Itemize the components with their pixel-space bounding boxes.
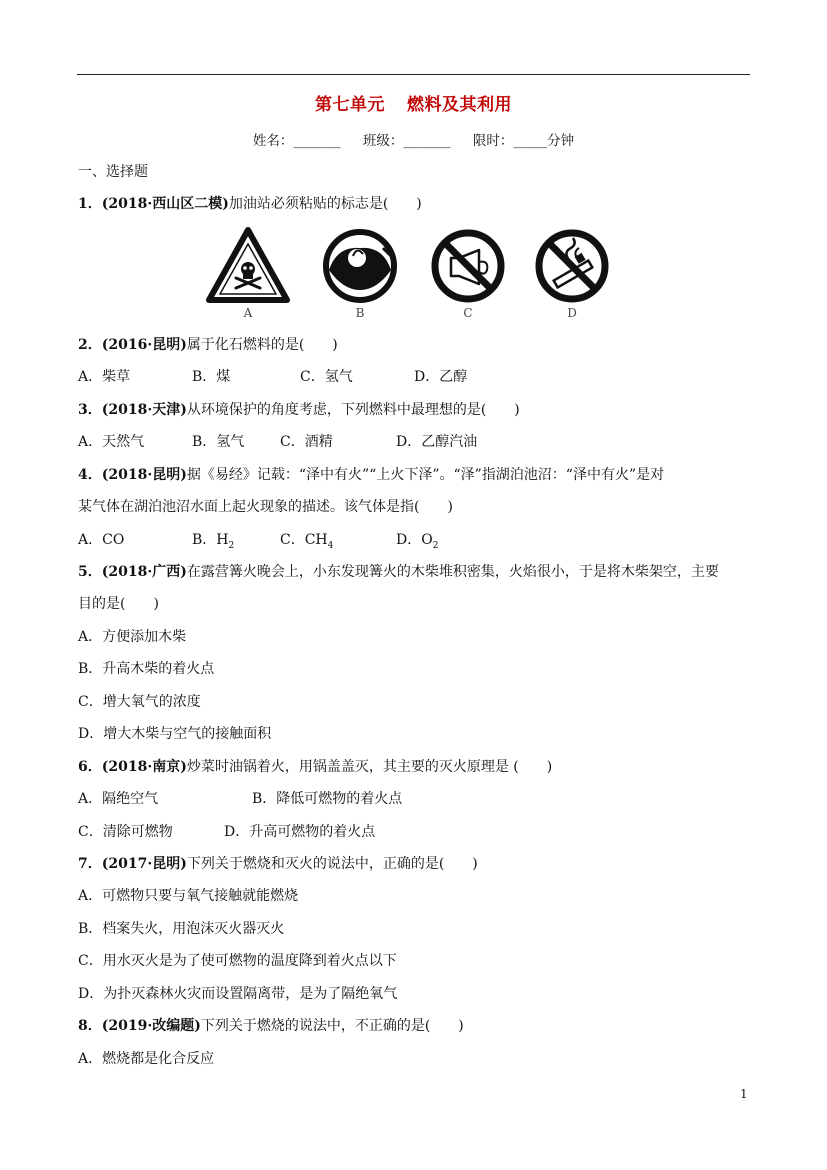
option-d: D．为扑灭森林火灾而设置隔离带，是为了隔绝氧气 (78, 986, 398, 1002)
question-5-cont: 目的是( ) (78, 596, 159, 612)
q6-options-ab (78, 789, 402, 809)
no-smoking-icon (529, 226, 615, 304)
question-text: 炒菜时油锅着火，用锅盖盖灭，其主要的灭火原理是 ( ) (186, 759, 553, 775)
option-b (192, 530, 280, 556)
question-text: 下列关于燃烧的说法中，不正确的是( ) (200, 1018, 464, 1034)
option-a: A．燃烧都是化合反应 (78, 1051, 215, 1067)
q6-options-cd (78, 822, 375, 842)
option-b-text: B．H (192, 532, 229, 548)
figure-label: B (355, 306, 365, 320)
q4-options (78, 530, 438, 556)
section-heading: 一、选择题 (78, 164, 148, 180)
option-c (280, 530, 396, 556)
option-c-sub: 4 (327, 540, 334, 551)
name-field: 姓名：_______ (252, 133, 341, 149)
student-info (0, 129, 827, 149)
question-source: (2018·西山区二模) (101, 196, 229, 212)
option-d-text: D．O (396, 532, 433, 548)
class-field: 班级：_______ (362, 133, 451, 149)
option-a: A．天然气 (78, 434, 145, 450)
option-c-text: C．CH (280, 532, 328, 548)
question-number: 7． (78, 856, 102, 872)
option-d-sub: 2 (432, 540, 439, 551)
option-b-sub: 2 (228, 540, 235, 551)
option-c: C．氢气 (300, 369, 353, 385)
option-d: D．增大木柴与空气的接触面积 (78, 726, 272, 742)
figure-c (425, 226, 511, 320)
question-number: 1． (78, 196, 102, 212)
option-b: B．降低可燃物的着火点 (252, 791, 403, 807)
figure-label: A (243, 306, 253, 320)
question-text: 下列关于燃烧和灭火的说法中，正确的是( ) (186, 856, 478, 872)
option-c: C．增大氧气的浓度 (78, 694, 201, 710)
option-d: D．乙醇汽油 (396, 434, 478, 450)
unit-label: 第七单元 (315, 95, 385, 115)
question-number: 4． (78, 467, 102, 483)
question-6 (78, 757, 552, 777)
question-source: (2018·天津) (101, 402, 187, 418)
option-c: C．用水灭火是为了使可燃物的温度降到着火点以下 (78, 953, 397, 969)
q3-options (78, 432, 477, 452)
no-horn-icon (425, 226, 511, 304)
header-rule (77, 74, 750, 75)
question-text: 据《易经》记载：“泽中有火”“上火下泽”。“泽”指湖泊池沼：“泽中有火”是对 (186, 467, 665, 483)
figure-a (205, 226, 291, 320)
question-5 (78, 562, 719, 582)
q2-options (78, 367, 467, 387)
page-title (0, 90, 827, 115)
question-7 (78, 854, 478, 874)
time-limit-field: 限时：_____分钟 (472, 133, 575, 149)
question-text: 加油站必须粘贴的标志是( ) (228, 196, 422, 212)
question-8 (78, 1016, 464, 1036)
option-b: B．氢气 (192, 434, 245, 450)
figure-label: C (463, 306, 473, 320)
question-number: 5． (78, 564, 102, 580)
option-d: D．乙醇 (414, 369, 468, 385)
question-text: 在露营篝火晚会上，小东发现篝火的木柴堆积密集，火焰很小，于是将木柴架空，主要 (186, 564, 719, 580)
question-source: (2016·昆明) (101, 337, 187, 353)
question-4 (78, 465, 664, 485)
option-c: C．清除可燃物 (78, 824, 173, 840)
question-source: (2018·广西) (101, 564, 187, 580)
option-b: B．煤 (192, 369, 231, 385)
option-a: A．可燃物只要与氧气接触就能燃烧 (78, 888, 299, 904)
option-b: B．档案失火，用泡沫灭火器灭火 (78, 921, 285, 937)
option-a: A．柴草 (78, 369, 131, 385)
question-number: 8． (78, 1018, 102, 1034)
question-3 (78, 400, 520, 420)
question-1 (78, 194, 422, 214)
explosive-circle-icon (317, 226, 403, 304)
figure-label: D (567, 306, 577, 320)
option-d: D．升高可燃物的着火点 (224, 824, 376, 840)
toxic-skull-triangle-icon (205, 226, 291, 304)
unit-topic: 燃料及其利用 (407, 95, 512, 115)
question-number: 6． (78, 759, 102, 775)
question-number: 3． (78, 402, 102, 418)
figure-b (317, 226, 403, 320)
question-source: (2018·南京) (101, 759, 187, 775)
question-4-cont: 某气体在湖泊池沼水面上起火现象的描述。该气体是指( ) (78, 499, 453, 515)
option-a: A．CO (78, 532, 125, 548)
q1-figures (205, 226, 615, 326)
question-source: (2017·昆明) (101, 856, 187, 872)
question-2 (78, 335, 338, 355)
question-text: 从环境保护的角度考虑，下列燃料中最理想的是( ) (186, 402, 520, 418)
option-a: A．方便添加木柴 (78, 629, 187, 645)
option-a: A．隔绝空气 (78, 791, 159, 807)
option-c: C．酒精 (280, 434, 333, 450)
question-text: 属于化石燃料的是( ) (186, 337, 338, 353)
page-number: 1 (740, 1087, 748, 1101)
question-source: (2018·昆明) (101, 467, 187, 483)
option-b: B．升高木柴的着火点 (78, 661, 215, 677)
question-number: 2． (78, 337, 102, 353)
figure-d (529, 226, 615, 320)
question-source: (2019·改编题) (101, 1018, 201, 1034)
option-d (396, 530, 438, 556)
